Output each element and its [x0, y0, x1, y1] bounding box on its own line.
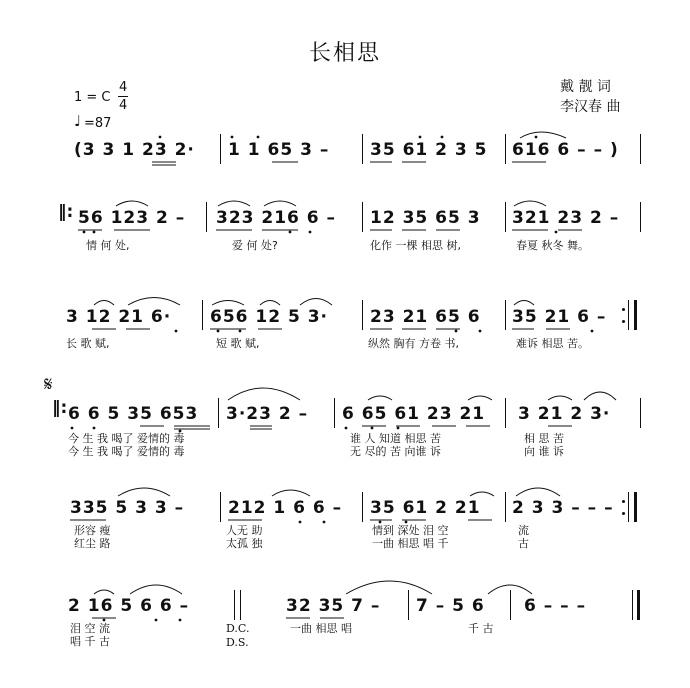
line1-measure4: 616 6 – – ): [512, 140, 619, 160]
barline: [505, 300, 506, 330]
repeat-end-thick: [634, 300, 637, 330]
line1-measure1: (3 3 1 23 2·: [74, 140, 195, 160]
repeat-start-sign: ‖:: [52, 398, 68, 418]
repeat-dot: [622, 512, 625, 515]
line3-measure3: 23 21 65 6: [370, 307, 481, 327]
line4-lyric3-verse1: 谁 人 知道 相思 苦: [350, 432, 441, 445]
barline: [362, 134, 363, 164]
line6-lyric1-verse1: 泪 空 流: [70, 622, 110, 635]
time-signature-line: [118, 96, 128, 97]
line4-lyric3-verse2: 无 尽的 苦 向谁 诉: [350, 445, 441, 458]
line5-lyric2-verse1: 人无 助: [226, 524, 263, 537]
line6-measure2: 32 35 7 –: [286, 596, 381, 616]
composer-credit: 李汉春 曲: [560, 99, 621, 115]
barline: [202, 300, 203, 330]
line2-lyric3: 化作 一棵 相思 树,: [370, 239, 461, 252]
line6-measure3: 7 – 5 6: [416, 596, 485, 616]
line3-lyric3: 纵然 胸有 方卷 书,: [368, 337, 459, 350]
line3-lyric4: 难诉 相思 苦。: [516, 337, 589, 350]
line5-lyric3-verse1: 情到 深处 泪 空: [372, 524, 449, 537]
line6-lyric2: 一曲 相思 唱: [290, 622, 352, 635]
line2-measure1: 56 123 2 –: [78, 208, 186, 228]
final-barline-thick: [637, 590, 640, 620]
line2-measure2: 323 216 6 –: [216, 208, 337, 228]
barline: [505, 202, 506, 232]
line5-measure2: 212 1 6 6 –: [228, 498, 343, 518]
line3-measure2: 656 12 5 3·: [210, 307, 329, 327]
time-signature-top: 4: [119, 80, 128, 95]
barline: [362, 492, 363, 522]
line4-measure2: 3·23 2 –: [226, 404, 309, 424]
line4-lyric1-verse1: 今 生 我 喝了 爱情的 毒: [68, 432, 185, 445]
segno-sign: 𝄋: [44, 372, 53, 396]
barline: [220, 492, 221, 522]
line4-measure4: 3 21 2 3·: [518, 404, 611, 424]
barline: [362, 300, 363, 330]
line6-measure4: 6 – – –: [524, 596, 587, 616]
line3-measure1: 3 12 21 6·: [66, 307, 172, 327]
lyricist-credit: 戴 靓 词: [560, 79, 611, 95]
repeat-dot: [622, 308, 625, 311]
dal-segno-mark: D.S.: [226, 636, 249, 649]
line2-measure4: 321 23 2 –: [512, 208, 620, 228]
song-title: 长相思: [308, 41, 381, 66]
line3-lyric2: 短 歌 赋,: [216, 337, 260, 350]
line4-lyric4-verse2: 向 谁 诉: [524, 445, 564, 458]
repeat-dot: [622, 320, 625, 323]
barline-double: [240, 590, 241, 620]
repeat-end-thick: [634, 492, 637, 522]
line6-lyric3: 千 古: [468, 622, 494, 635]
line4-measure3: 6 65 61 23 21: [342, 404, 486, 424]
line4-lyric1-verse2: 今 生 我 喝了 爱情的 毒: [68, 445, 185, 458]
barline-end: [640, 134, 641, 164]
quarter-note-icon: ♩: [74, 112, 82, 130]
line5-measure3: 35 61 2 21: [370, 498, 481, 518]
barline: [505, 492, 506, 522]
barline-double: [234, 590, 235, 620]
line5-measure1: 335 5 3 3 –: [70, 498, 185, 518]
repeat-start-sign: ‖:: [58, 202, 74, 222]
repeat-end-thin: [628, 492, 629, 522]
line5-lyric1-verse1: 形容 瘦: [74, 524, 111, 537]
line6-measure1: 2 16 5 6 6 –: [68, 596, 190, 616]
line4-measure1: 6 6 5 35 653: [68, 404, 199, 424]
tempo-marking: =87: [84, 116, 112, 131]
line5-lyric4-verse1: 流: [518, 524, 529, 537]
final-barline-thin: [632, 590, 633, 620]
barline: [510, 590, 511, 620]
repeat-end-thin: [628, 300, 629, 330]
line3-measure4: 35 21 6 –: [512, 307, 607, 327]
line2-measure3: 12 35 65 3: [370, 208, 481, 228]
line5-lyric4-verse2: 古: [518, 537, 529, 550]
repeat-dot: [622, 500, 625, 503]
barline: [362, 202, 363, 232]
barline: [334, 398, 335, 428]
line6-lyric1-verse2: 唱 千 古: [70, 635, 110, 648]
key-signature: 1 = C: [74, 90, 111, 105]
line1-measure3: 35 61 2 3 5: [370, 140, 488, 160]
line5-lyric1-verse2: 红尘 路: [74, 537, 111, 550]
barline: [505, 398, 506, 428]
barline: [505, 134, 506, 164]
da-capo-mark: D.C.: [226, 622, 250, 635]
line5-lyric2-verse2: 太孤 独: [226, 537, 263, 550]
barline: [408, 590, 409, 620]
line2-lyric1: 情 何 处,: [86, 239, 130, 252]
line3-lyric1: 长 歌 赋,: [66, 337, 110, 350]
line1-measure2: 1 1 65 3 –: [228, 140, 330, 160]
time-signature-bottom: 4: [119, 98, 128, 113]
line2-lyric4: 春夏 秋冬 舞。: [516, 239, 589, 252]
barline: [220, 134, 221, 164]
line5-measure4: 2 3 3 – – –: [512, 498, 614, 518]
line5-lyric3-verse2: 一曲 相思 唱 千: [372, 537, 449, 550]
barline: [206, 202, 207, 232]
barline: [218, 398, 219, 428]
line2-lyric2: 爱 何 处?: [232, 239, 278, 252]
barline-end: [640, 202, 641, 232]
barline-end: [640, 398, 641, 428]
line4-lyric4-verse1: 相 思 苦: [524, 432, 564, 445]
